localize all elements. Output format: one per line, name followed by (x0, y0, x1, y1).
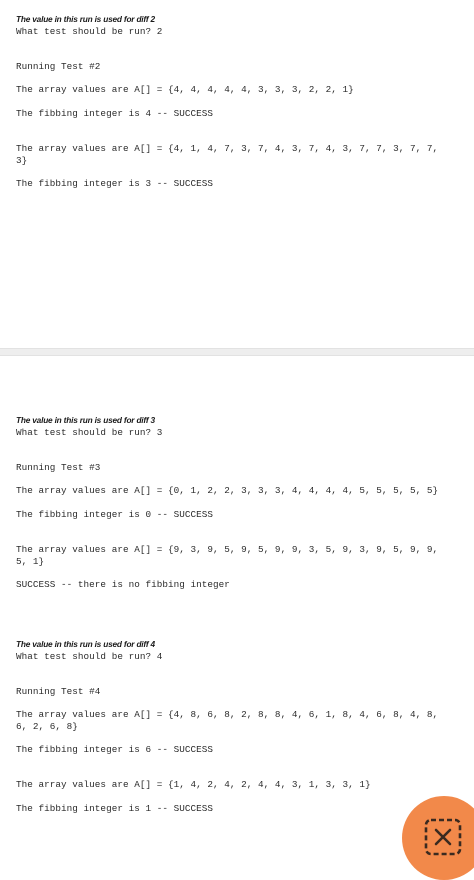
result-line: The fibbing integer is 4 -- SUCCESS (16, 108, 214, 119)
test-prompt: What test should be run? 3 (16, 427, 163, 438)
array-values-line: The array values are A[] = {4, 1, 4, 7, 3, 7, 4, 3, 7, 4, 3, 7, 7, 3, 7, 7, 3} (16, 143, 444, 166)
array-values-line: The array values are A[] = {4, 8, 6, 8, 2, 8, 8, 4, 6, 1, 8, 4, 6, 8, 4, 8, 6, 2, 6, 8} (16, 709, 444, 732)
document-page-2 (0, 356, 474, 846)
running-test-line: Running Test #2 (16, 61, 101, 72)
running-test-line: Running Test #4 (16, 686, 101, 697)
array-values-line: The array values are A[] = {0, 1, 2, 2, 3, 3, 3, 4, 4, 4, 4, 5, 5, 5, 5, 5} (16, 485, 439, 496)
floating-action-button[interactable] (402, 796, 474, 880)
result-line: SUCCESS -- there is no fibbing integer (16, 579, 230, 590)
array-values-line: The array values are A[] = {1, 4, 2, 4, 2, 4, 4, 3, 1, 3, 3, 1} (16, 779, 371, 790)
test-prompt: What test should be run? 2 (16, 26, 163, 37)
document-page-1 (0, 0, 474, 348)
run-header: The value in this run is used for diff 3 (16, 415, 155, 425)
dashed-square-x-icon (422, 816, 464, 858)
result-line: The fibbing integer is 0 -- SUCCESS (16, 509, 214, 520)
result-line: The fibbing integer is 3 -- SUCCESS (16, 178, 214, 189)
result-line: The fibbing integer is 1 -- SUCCESS (16, 803, 214, 814)
running-test-line: Running Test #3 (16, 462, 101, 473)
run-header: The value in this run is used for diff 2 (16, 14, 155, 24)
page-divider (0, 348, 474, 356)
result-line: The fibbing integer is 6 -- SUCCESS (16, 744, 214, 755)
array-values-line: The array values are A[] = {4, 4, 4, 4, 4, 3, 3, 3, 2, 2, 1} (16, 84, 354, 95)
array-values-line: The array values are A[] = {9, 3, 9, 5, 9, 5, 9, 9, 3, 5, 9, 3, 9, 5, 9, 9, 5, 1} (16, 544, 444, 567)
test-prompt: What test should be run? 4 (16, 651, 163, 662)
run-header: The value in this run is used for diff 4 (16, 639, 155, 649)
